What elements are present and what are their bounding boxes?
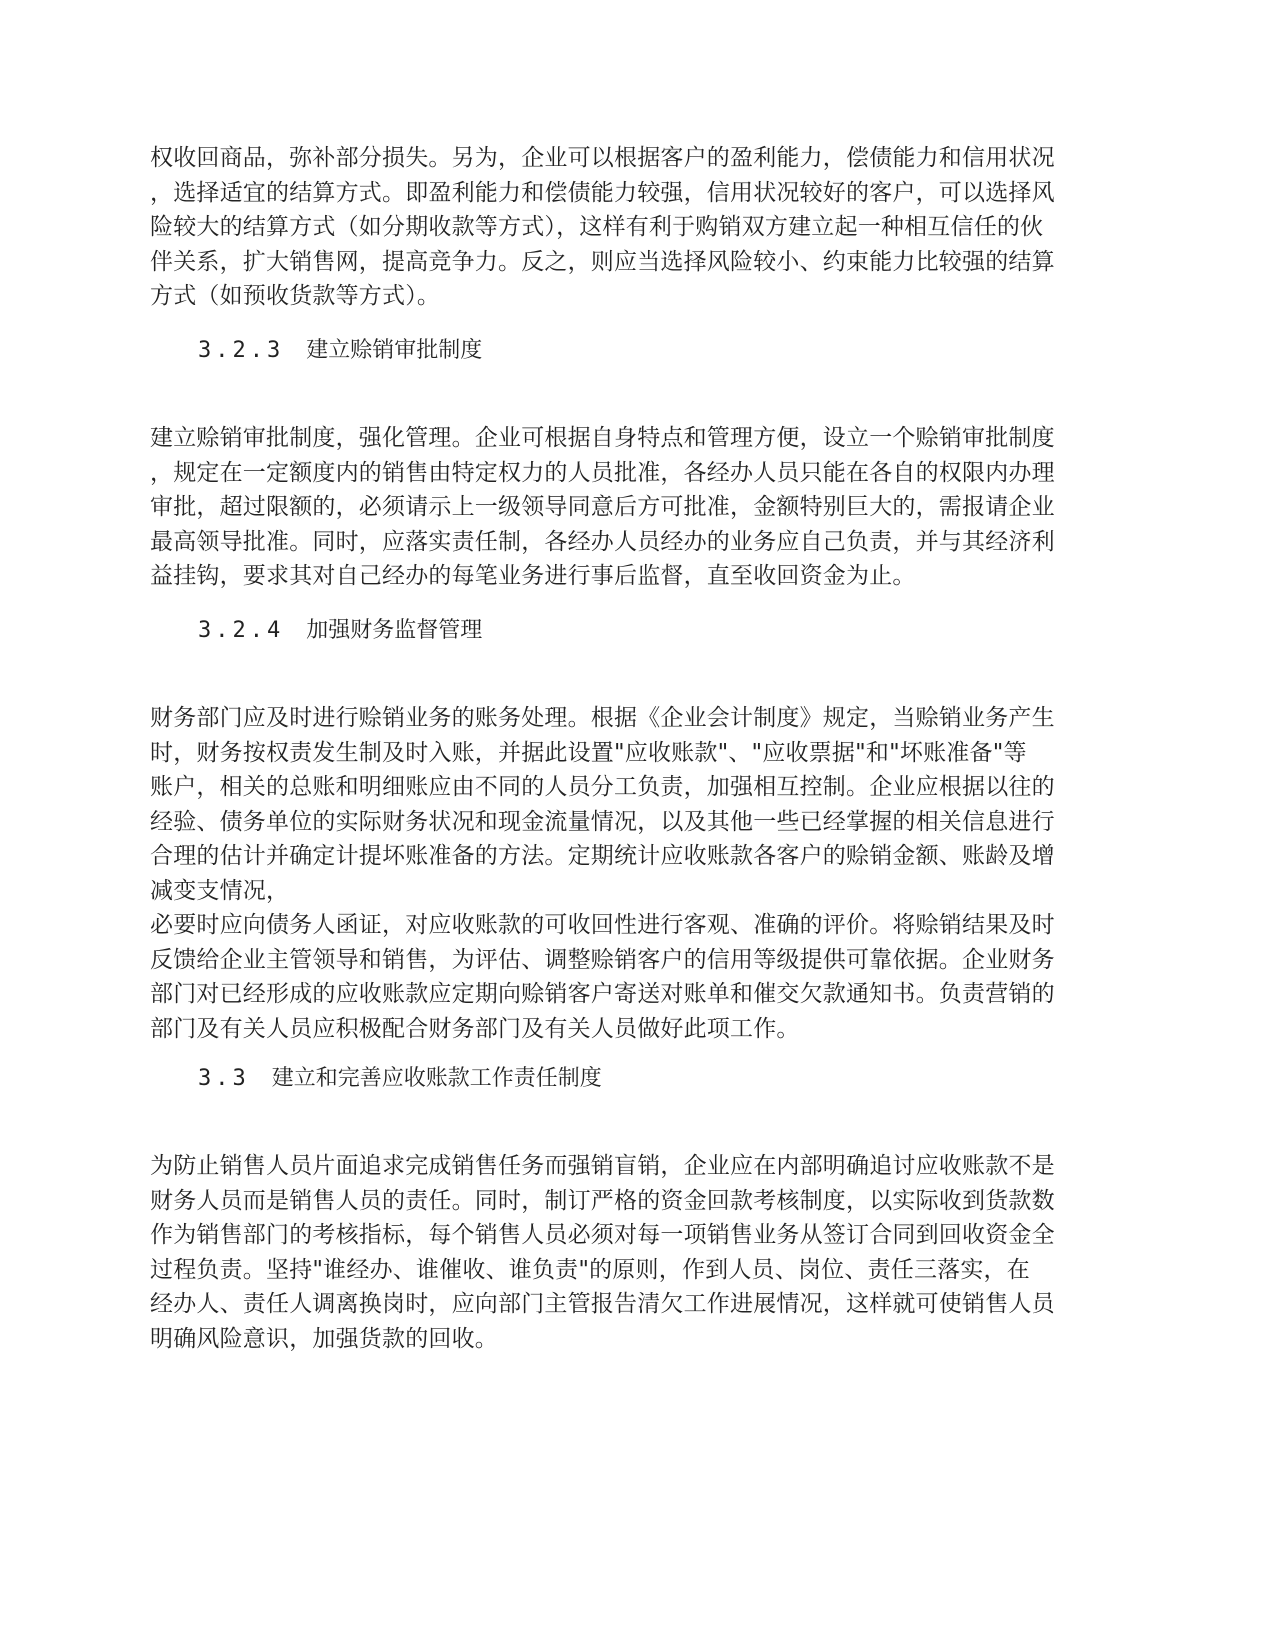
section-number: 3.2.4 xyxy=(198,618,285,643)
paragraph-line: 审批，超过限额的，必须请示上一级领导同意后方可批准，金额特别巨大的，需报请企业 xyxy=(150,494,1055,520)
paragraph-line: 经办人、责任人调离换岗时，应向部门主管报告清欠工作进展情况，这样就可使销售人员 xyxy=(150,1291,1055,1317)
section-title: 加强财务监督管理 xyxy=(306,618,483,643)
section-3-3-paragraph xyxy=(150,1149,1125,1356)
paragraph-line: 为防止销售人员片面追求完成销售任务而强销盲销，企业应在内部明确追讨应收账款不是 xyxy=(150,1153,1055,1179)
section-title: 建立赊销审批制度 xyxy=(306,338,483,363)
paragraph-line: 伴关系，扩大销售网，提高竞争力。反之，则应当选择风险较小、约束能力比较强的结算 xyxy=(150,248,1055,275)
section-number: 3.2.3 xyxy=(198,338,285,363)
paragraph-line: 益挂钩，要求其对自己经办的每笔业务进行事后监督，直至收回资金为止。 xyxy=(150,563,916,589)
section-number: 3.3 xyxy=(198,1066,250,1091)
paragraph-line: 过程负责。坚持"谁经办、谁催收、谁负责"的原则，作到人员、岗位、责任三落实，在 xyxy=(150,1256,1030,1283)
section-3-2-4-paragraph xyxy=(150,701,1125,1046)
paragraph-line: 作为销售部门的考核指标，每个销售人员必须对每一项销售业务从签订合同到回收资金全 xyxy=(150,1222,1055,1248)
paragraph-line: 权收回商品，弥补部分损失。另为，企业可以根据客户的盈利能力，偿债能力和信用状况 xyxy=(150,145,1055,171)
paragraph-line: 方式（如预收货款等方式）。 xyxy=(150,283,441,309)
paragraph-line: 必要时应向债务人函证，对应收账款的可收回性进行客观、准确的评价。将赊销结果及时 xyxy=(150,912,1055,938)
paragraph-line: 时，财务按权责发生制及时入账，并据此设置"应收账款"、"应收票据"和"坏账准备"等 xyxy=(150,739,1027,766)
section-title: 建立和完善应收账款工作责任制度 xyxy=(271,1066,602,1091)
paragraph-line: 险较大的结算方式（如分期收款等方式），这样有利于购销双方建立起一种相互信任的伙 xyxy=(150,214,1044,240)
paragraph-line: 最高领导批准。同时，应落实责任制，各经办人员经办的业务应自己负责，并与其经济利 xyxy=(150,528,1055,555)
paragraph-line: 财务部门应及时进行赊销业务的账务处理。根据《企业会计制度》规定，当赊销业务产生 xyxy=(150,705,1055,731)
paragraph-line: ，选择适宜的结算方式。即盈利能力和偿债能力较强，信用状况较好的客户，可以选择风 xyxy=(150,179,1055,206)
section-3-2-3-paragraph xyxy=(150,421,1125,594)
paragraph-line: 财务人员而是销售人员的责任。同时，制订严格的资金回款考核制度，以实际收到货款数 xyxy=(150,1187,1055,1214)
paragraph-line: 减变支情况， xyxy=(150,877,290,904)
intro-paragraph xyxy=(150,141,1125,314)
paragraph-line: 部门及有关人员应积极配合财务部门及有关人员做好此项工作。 xyxy=(150,1015,800,1042)
paragraph-line: 账户，相关的总账和明细账应由不同的人员分工负责，加强相互控制。企业应根据以往的 xyxy=(150,774,1055,800)
paragraph-line: 经验、债务单位的实际财务状况和现金流量情况，以及其他一些已经掌握的相关信息进行 xyxy=(150,808,1055,835)
paragraph-line: 部门对已经形成的应收账款应定期向赊销客户寄送对账单和催交欠款通知书。负责营销的 xyxy=(150,981,1055,1007)
paragraph-line: 反馈给企业主管领导和销售，为评估、调整赊销客户的信用等级提供可靠依据。企业财务 xyxy=(150,946,1055,973)
paragraph-line: 明确风险意识，加强货款的回收。 xyxy=(150,1325,498,1352)
section-heading-3-2-4 xyxy=(198,616,482,646)
paragraph-line: 合理的估计并确定计提坏账准备的方法。定期统计应收账款各客户的赊销金额、账龄及增 xyxy=(150,843,1055,869)
section-heading-3-2-3 xyxy=(198,336,482,366)
paragraph-line: 建立赊销审批制度，强化管理。企业可根据自身特点和管理方便，设立一个赊销审批制度 xyxy=(150,425,1055,451)
paragraph-line: ，规定在一定额度内的销售由特定权力的人员批准，各经办人员只能在各自的权限内办理 xyxy=(150,459,1055,486)
section-heading-3-3 xyxy=(198,1064,602,1094)
